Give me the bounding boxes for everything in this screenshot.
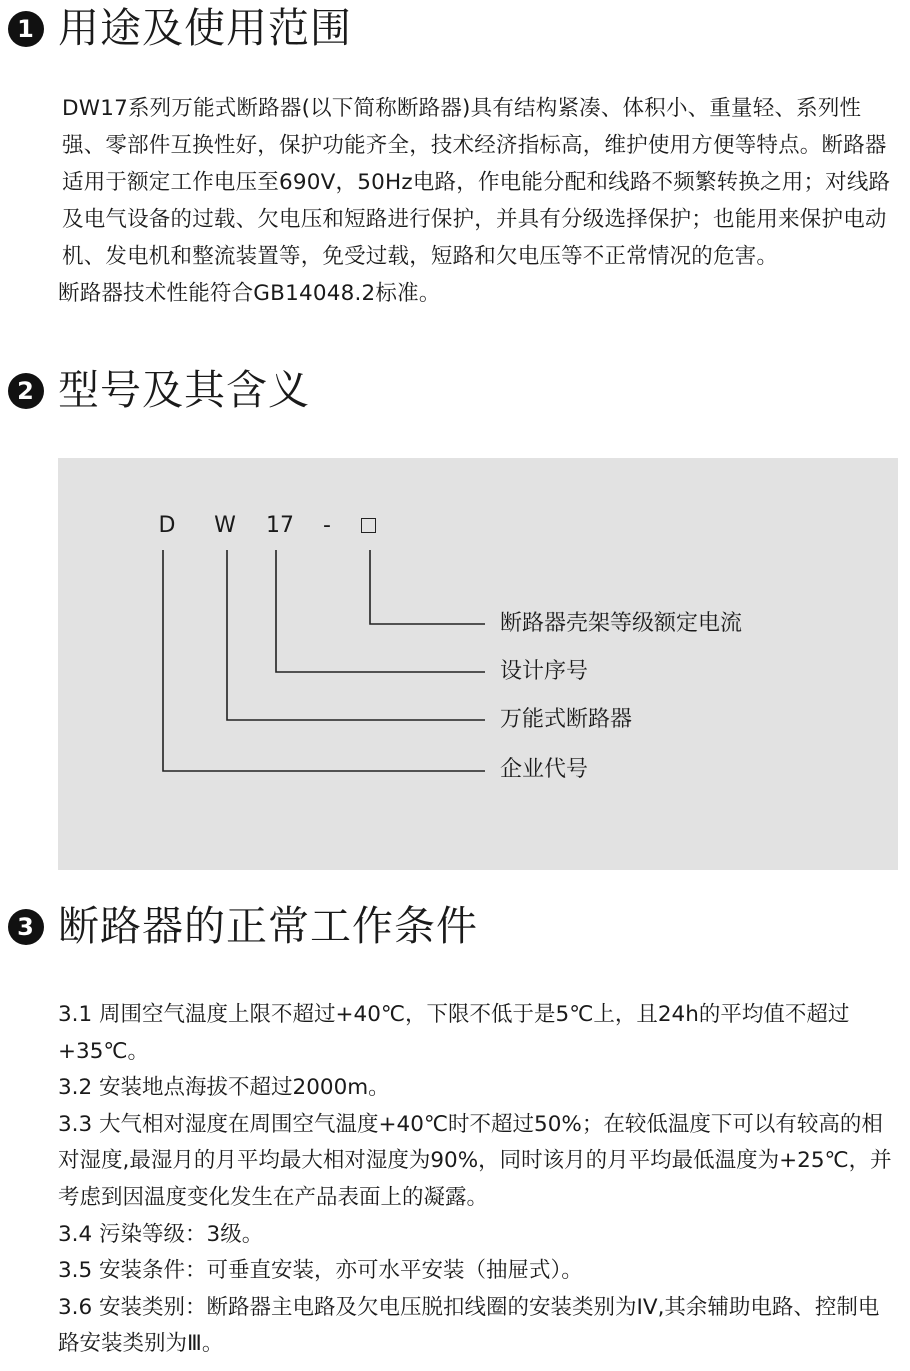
section-1-body — [58, 90, 898, 312]
condition-item: 3.1 周围空气温度上限不超过+40℃，下限不低于是5℃上，且24h的平均值不超过+35℃。 — [58, 1002, 850, 1064]
section-2-heading — [8, 366, 310, 414]
section-1-title: 用途及使用范围 — [58, 4, 352, 52]
standard-note: 断路器技术性能符合GB14048.2标准。 — [58, 281, 441, 306]
code-series-number: 17 — [266, 513, 294, 538]
bracket-line-type — [227, 550, 485, 720]
section-number-badge: 2 — [8, 373, 44, 409]
code-letter-w: W — [214, 513, 236, 538]
section-1-heading — [8, 4, 352, 52]
condition-item: 3.6 安装类别：断路器主电路及欠电压脱扣线圈的安装类别为IV,其余辅助电路、控制电路安装类别为Ⅲ。 — [58, 1294, 880, 1357]
condition-item: 3.3 大气相对湿度在周围空气温度+40℃时不超过50%；在较低温度下可以有较高的相对湿度,最湿月的月平均最大相对湿度为90%，同时该月的月平均最低温度为+25℃，并考虑到因温度变化发生在产品表面上的凝露。 — [58, 1111, 892, 1210]
section-3-title: 断路器的正常工作条件 — [58, 902, 478, 950]
desc-breaker-type: 万能式断路器 — [500, 707, 633, 732]
bracket-lines — [58, 458, 898, 870]
section-2-title: 型号及其含义 — [58, 366, 310, 414]
bracket-line-rating — [370, 550, 485, 624]
desc-rating-current: 断路器壳架等级额定电流 — [500, 611, 743, 636]
bracket-line-design — [276, 550, 485, 672]
desc-design-number: 设计序号 — [500, 659, 589, 684]
purpose-paragraph: DW17系列万能式断路器(以下简称断路器)具有结构紧凑、体积小、重量轻、系列性强、零部件互换性好，保护功能齐全，技术经济指标高，维护使用方便等特点。断路器适用于额定工作电压至690V，50Hz电路，作电能分配和线路不频繁转换之用；对线路及电气设备的过载、欠电压和短路进行保护，并具有分级选择保护；也能用来保护电动机、发电机和整流装置等，免受过载，短路和欠电压等不正常情况的危害。 — [62, 96, 891, 269]
section-3-heading — [8, 902, 478, 950]
model-code-diagram — [58, 458, 898, 870]
section-number-badge: 1 — [8, 11, 44, 47]
code-dash: - — [323, 513, 331, 538]
working-conditions-list — [58, 997, 900, 1363]
desc-company-code: 企业代号 — [500, 757, 589, 782]
condition-item: 3.2 安装地点海拔不超过2000m。 — [58, 1075, 390, 1101]
bracket-line-company — [163, 550, 485, 771]
code-letter-d: D — [158, 513, 176, 538]
section-number-badge: 3 — [8, 909, 44, 945]
condition-item: 3.4 污染等级：3级。 — [58, 1221, 264, 1247]
condition-item: 3.5 安装条件：可垂直安装，亦可水平安装（抽屉式）。 — [58, 1258, 583, 1284]
